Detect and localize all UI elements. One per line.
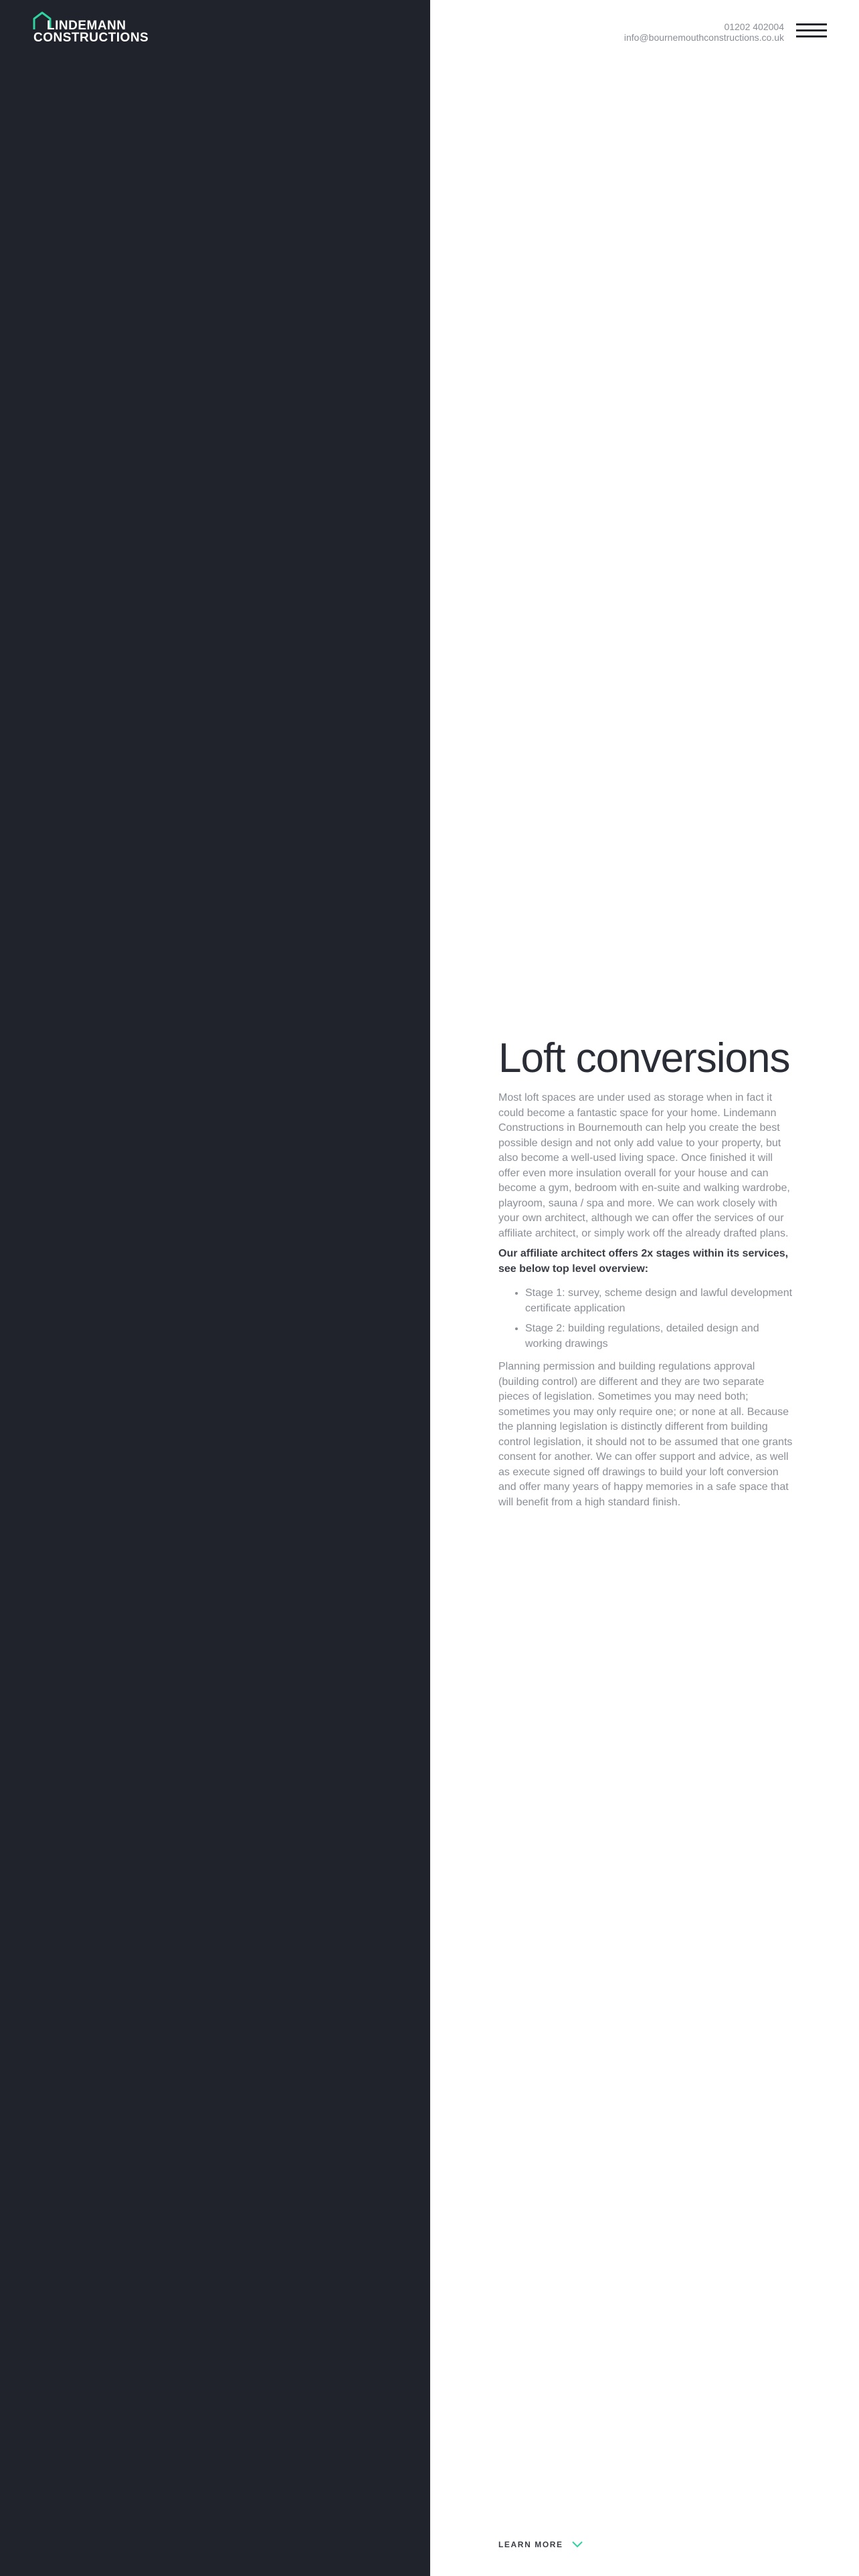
list-item: • Stage 2: building regulations, detailed design and working drawings (525, 1321, 793, 1352)
logo-line-2: CONSTRUCTIONS (33, 31, 149, 45)
page-title: Loft conversions (498, 1035, 790, 1081)
chevron-down-icon (571, 2541, 583, 2549)
hamburger-icon-bar (796, 29, 827, 31)
phone-link[interactable]: 01202 402004 (724, 21, 784, 32)
learn-more-link[interactable] (498, 2540, 583, 2549)
main-content (498, 1033, 793, 1515)
menu-button[interactable] (796, 23, 827, 38)
learn-more-label: LEARN MORE (498, 2540, 563, 2549)
stages-list (498, 1286, 793, 1352)
list-item: • Stage 1: survey, scheme design and lawful development certificate application (525, 1286, 793, 1316)
email-link[interactable]: info@bournemouthconstructions.co.uk (624, 32, 784, 43)
hamburger-icon-bar (796, 35, 827, 37)
contact-info (624, 21, 784, 43)
intro-paragraph: Most loft spaces are under used as storage when in fact it could become a fantastic space for your home. Lindemann Constructions in Bournemouth can help you create the best possible design and not only add value to your property, but also become a well-used living space. Once finished it will offer even more insulation overall for your house and can become a gym, bedroom with en-suite and walking wardrobe, playroom, sauna / spa and more. We can work closely with your own architect, although we can offer the services of our affiliate architect, or simply work off the already drafted plans. (498, 1092, 790, 1239)
logo[interactable] (32, 11, 149, 45)
logo-line-1: LINDEMANN (47, 19, 126, 33)
stages-intro: Our affiliate architect offers 2x stages within its services, see below top level overview: (498, 1248, 789, 1275)
outro-paragraph: Planning permission and building regulations approval (building control) are different and they are two separate pieces of legislation. Sometimes you may need both; sometimes you may only require one; or none at all. Because the planning legislation is distinctly different from building control legislation, it should not to be assumed that one grants consent for another. We can offer support and advice, as well as execute signed off drawings to build your loft conversion and offer many years of happy memories in a safe space that will benefit from a high standard finish. (498, 1361, 793, 1508)
hamburger-icon (796, 23, 827, 25)
